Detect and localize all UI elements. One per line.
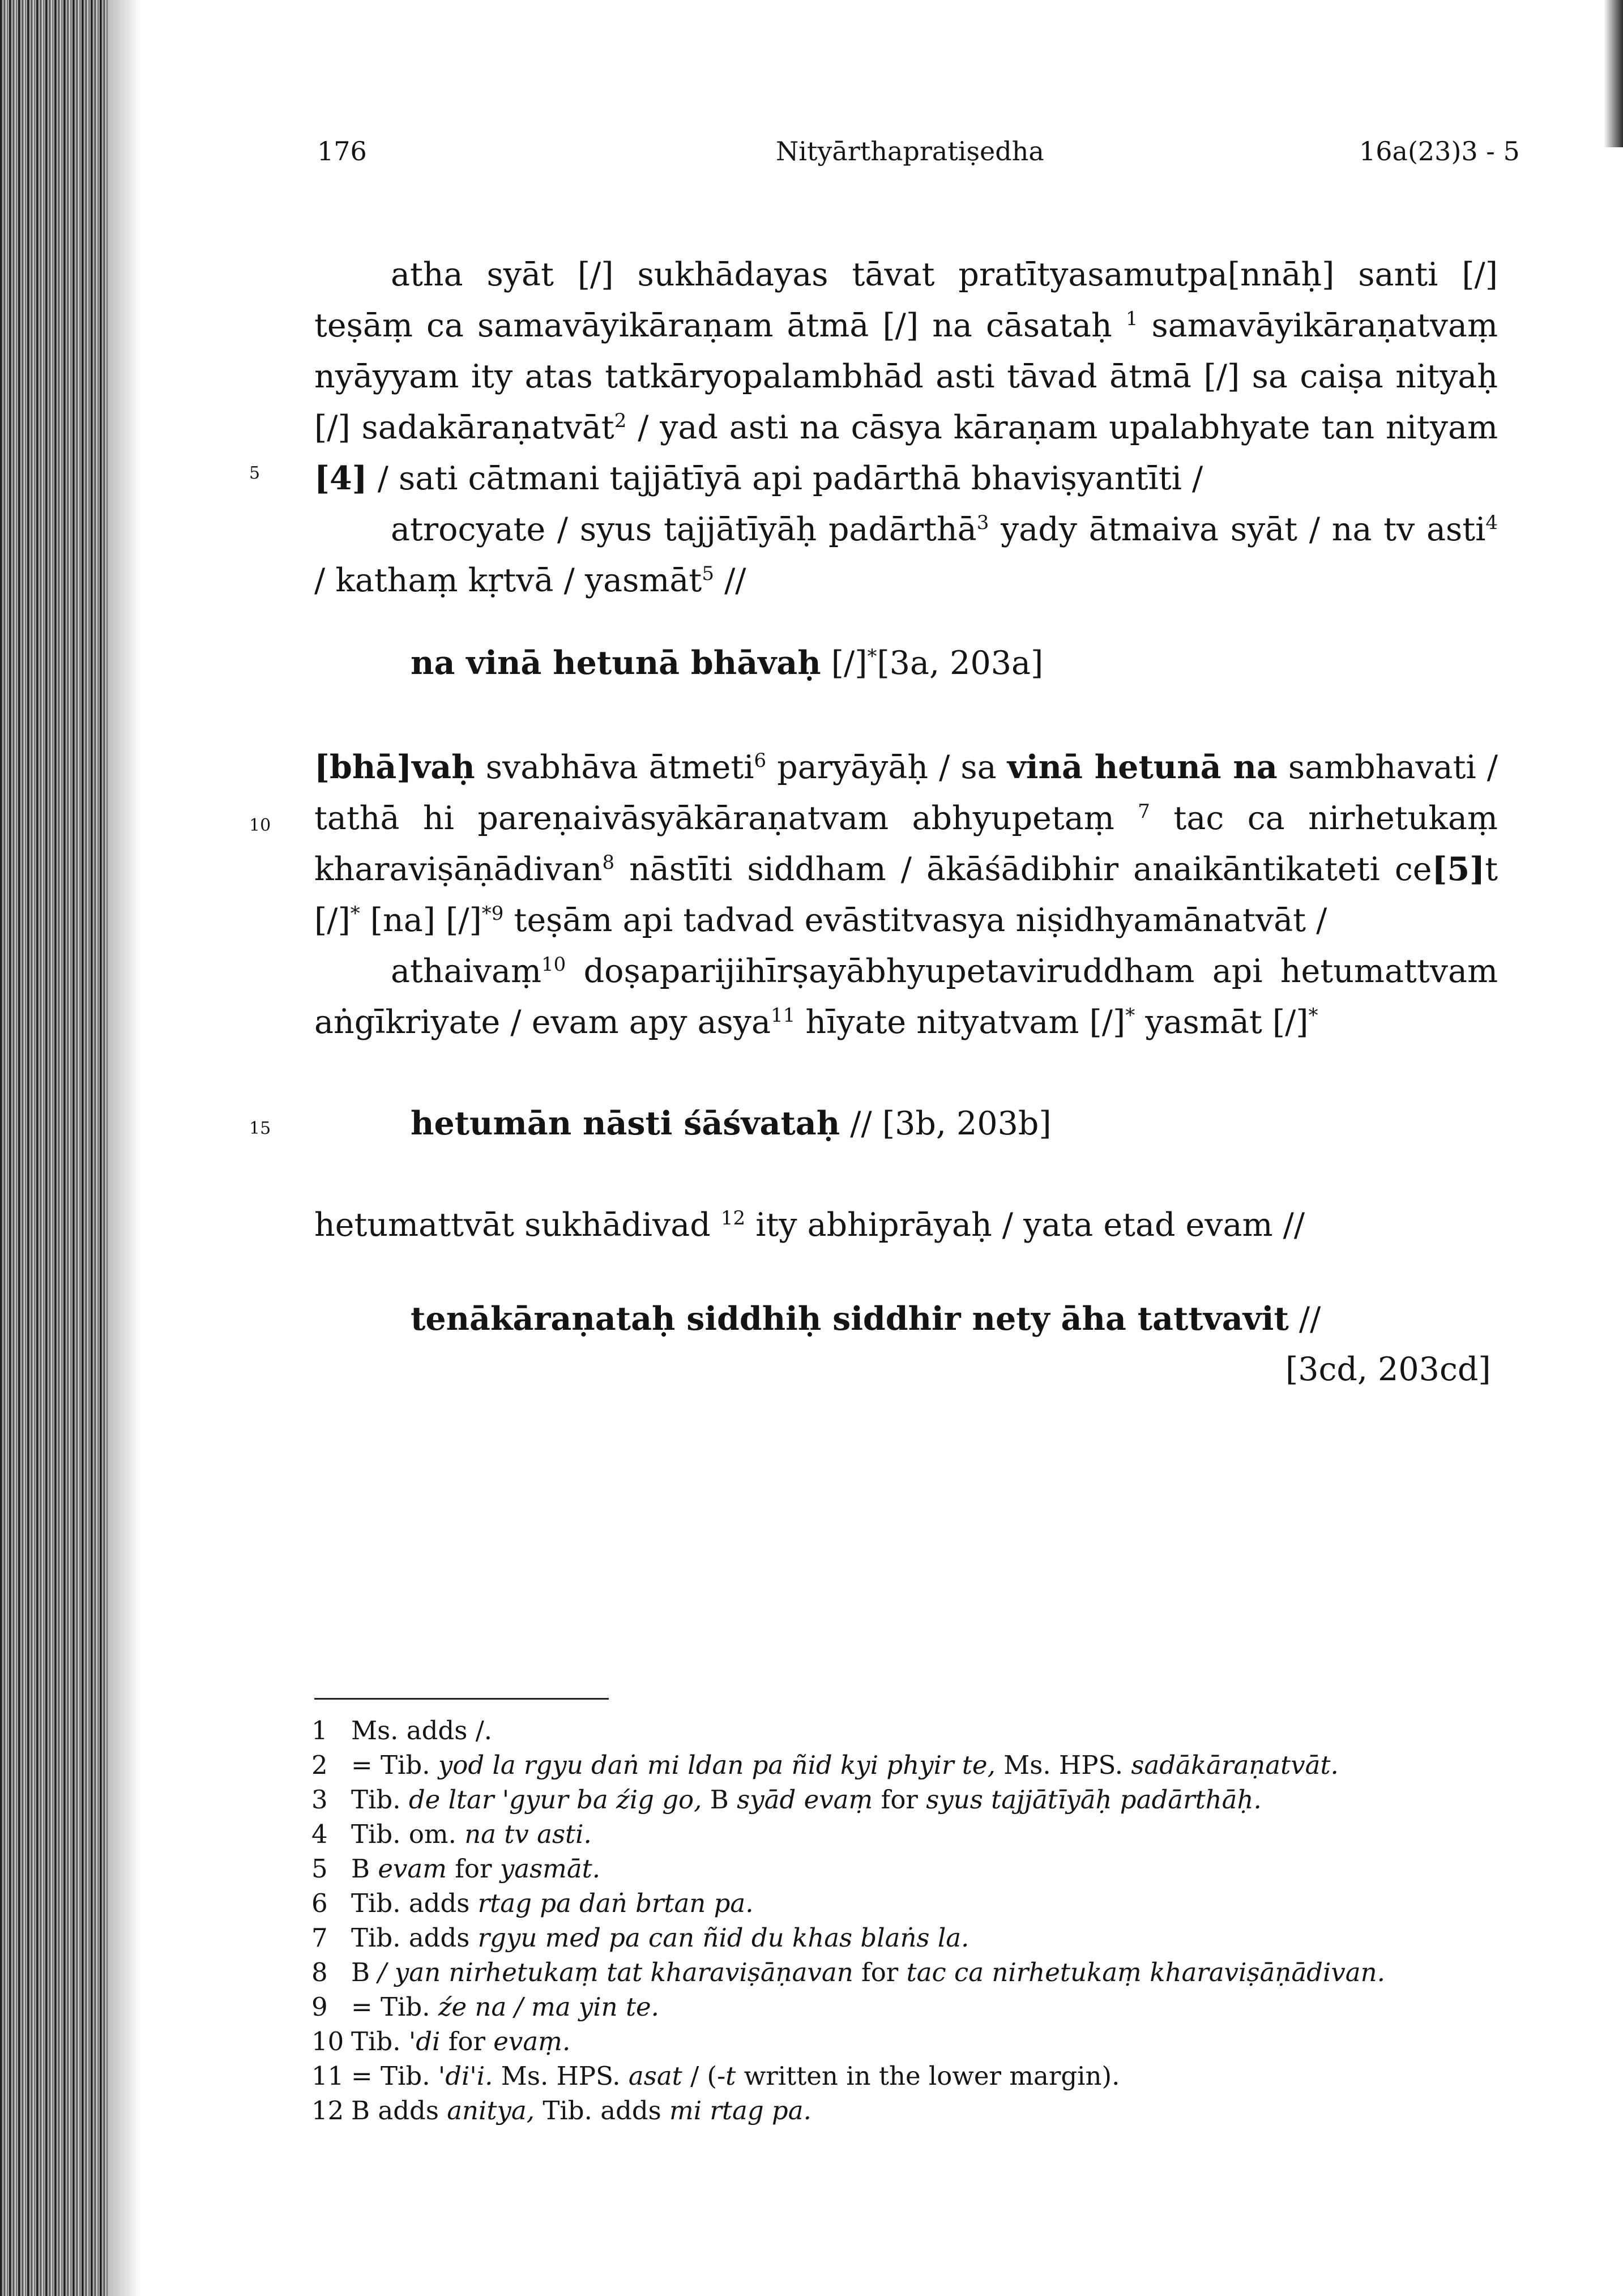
- footnote-item: [311, 1921, 1529, 1955]
- p3-bold-a: [bhā]vaḥ: [314, 748, 475, 786]
- running-title: Nityārthapratiṣedha: [776, 136, 1044, 167]
- footnote-item: [311, 1851, 1529, 1886]
- footnotes: [311, 1713, 1529, 2128]
- footnote-ref-8: 8: [602, 851, 615, 874]
- p3-text-f: t [/]: [314, 851, 1498, 939]
- footnote-item: [311, 1782, 1529, 1817]
- verse-3cd-text: tenākāraṇataḥ siddhiḥ siddhir nety āha tattvavit: [411, 1300, 1289, 1338]
- footnote-item: [311, 1748, 1529, 1782]
- p3-text-a: svabhāva ātmeti: [475, 749, 754, 786]
- verse-3cd: [411, 1300, 1321, 1338]
- footnote-text: Tib.: [351, 1785, 409, 1815]
- footnote-number: 6: [311, 1888, 328, 1918]
- footnote-number: 8: [311, 1957, 328, 1987]
- footnote-text: B adds: [351, 2096, 447, 2126]
- footnote-text: / (-: [682, 2061, 726, 2091]
- footnote-italic: źe na / ma yin te.: [438, 1992, 659, 2022]
- p2-text-a: atrocyate / syus tajjātīyāḥ padārthā: [391, 511, 977, 548]
- p1-text-b: samavāyikāraṇatvaṃ nyāyyam ity atas tatkāryopalambhād asti tāvad ātmā [/] sa caiṣa nityaḥ [/] sadakāraṇatvāt: [314, 307, 1498, 446]
- footnote-number: 5: [311, 1854, 328, 1884]
- footnote-italic: yod la rgyu daṅ mi ldan pa ñid kyi phyir te,: [438, 1750, 996, 1780]
- footnote-text: for: [853, 1957, 907, 1987]
- verse-3b-text: hetumān nāsti śāśvataḥ: [411, 1104, 840, 1142]
- line-number-5: 5: [249, 463, 260, 483]
- paragraph-5: [314, 1200, 1498, 1251]
- book-binding-edge: [0, 0, 108, 2296]
- footnote-number: 1: [311, 1715, 328, 1746]
- footnote-italic: de ltar 'gyur ba źig go,: [408, 1785, 702, 1815]
- paragraph-1: [314, 249, 1498, 606]
- footnote-number: 12: [311, 2096, 344, 2126]
- footnote-item: [311, 1713, 1529, 1748]
- footnote-ref-10: 10: [541, 953, 566, 976]
- footnote-item: [311, 2059, 1529, 2093]
- footnote-italic: rgyu med pa can ñid du khas blaṅs la.: [477, 1923, 969, 1953]
- footnote-italic: / yan nirhetukaṃ tat kharaviṣāṇavan: [378, 1957, 853, 1987]
- paragraph-3: [314, 742, 1498, 1048]
- footnote-text: = Tib.: [351, 1992, 438, 2022]
- p4-star-1: *: [1125, 1004, 1135, 1027]
- footnote-text: B: [702, 1785, 737, 1815]
- footnote-ref-11: 11: [771, 1004, 796, 1027]
- footnote-divider: [314, 1698, 609, 1700]
- footnote-italic: syus tajjātīyāḥ padārthāḥ.: [926, 1785, 1262, 1815]
- footnote-text: for: [446, 1854, 500, 1884]
- line-number-15: 15: [249, 1119, 271, 1138]
- footnote-number: 2: [311, 1750, 328, 1780]
- footnote-text: Tib. adds: [535, 2096, 670, 2126]
- footnote-ref-7: 7: [1138, 800, 1150, 823]
- p3-text-b: paryāyāḥ / sa: [766, 749, 1007, 786]
- footnote-number: 9: [311, 1992, 328, 2022]
- footnote-number: 3: [311, 1785, 328, 1815]
- verse-3cd-sep: //: [1288, 1300, 1321, 1338]
- footnote-italic: na tv asti.: [464, 1819, 592, 1849]
- footnote-italic: syād evaṃ: [737, 1785, 873, 1815]
- footnote-text: Ms. HPS.: [493, 2061, 629, 2091]
- footnote-item: [311, 2093, 1529, 2128]
- p4-text-a: athaivaṃ: [391, 953, 542, 990]
- footnote-italic: evaṃ.: [493, 2026, 571, 2056]
- footnote-text: B: [351, 1854, 378, 1884]
- p5-text-b: ity abhiprāyaḥ / yata etad evam //: [745, 1206, 1305, 1244]
- verse-3a-ref: [3a, 203a]: [877, 645, 1044, 682]
- footnote-number: 7: [311, 1923, 328, 1953]
- footnote-item: [311, 1886, 1529, 1921]
- footnote-text: for: [440, 2026, 494, 2056]
- p3-text-c: sambhavati / tathā hi pareṇaivāsyākāraṇatvam abhyupetaṃ: [314, 749, 1498, 837]
- footnote-ref-3: 3: [976, 511, 989, 534]
- folio-marker-5: [5]: [1432, 850, 1485, 888]
- p4-text-b: doṣaparijihīrṣayābhyupetaviruddham api hetumattvam aṅgīkriyate / evam apy asya: [314, 953, 1498, 1041]
- footnote-list: [311, 1713, 1529, 2128]
- verse-3b-ref: // [3b, 203b]: [840, 1105, 1052, 1142]
- p1-text-c: / yad asti na cāsya kāraṇam upalabhyate tan nityam: [626, 409, 1498, 446]
- footnote-text: written in the lower margin).: [736, 2061, 1120, 2091]
- footnote-text: for: [873, 1785, 926, 1815]
- footnote-ref-6: 6: [754, 749, 767, 772]
- footnote-text: Tib. om.: [351, 1819, 465, 1849]
- p3-star-1: *: [350, 902, 360, 925]
- verse-3a-sep: [/]: [821, 645, 868, 682]
- p4-text-d: yasmāt [/]: [1135, 1004, 1309, 1041]
- page-corner-shadow: [1604, 0, 1623, 147]
- footnote-italic: tac ca nirhetukaṃ kharaviṣāṇādivan.: [906, 1957, 1385, 1987]
- footnote-italic: evam: [378, 1854, 447, 1884]
- footnote-item: [311, 2024, 1529, 2059]
- footnote-text: Ms. HPS.: [995, 1750, 1131, 1780]
- footnote-number: 11: [311, 2061, 344, 2091]
- binding-shadow: [108, 0, 142, 2296]
- footnote-ref-5: 5: [702, 562, 714, 585]
- p5-text-a: hetumattvāt sukhādivad: [314, 1206, 721, 1244]
- footnote-text: Tib.: [351, 2026, 409, 2056]
- verse-3a-text: na vinā hetunā bhāvaḥ: [411, 644, 821, 682]
- footnote-number: 10: [311, 2026, 344, 2056]
- p3-text-h: teṣām api tadvad evāstitvasya niṣidhyamānatvāt /: [503, 902, 1327, 939]
- footnote-italic: t: [725, 2061, 736, 2091]
- p4-star-2: *: [1308, 1004, 1318, 1027]
- footnote-italic: 'di'i.: [438, 2061, 493, 2091]
- footnote-ref-12: 12: [720, 1207, 746, 1230]
- footnote-italic: 'di: [408, 2026, 441, 2056]
- line-number-10: 10: [249, 816, 271, 835]
- footnote-text: B: [351, 1957, 378, 1987]
- footnote-italic: sadākāraṇatvāt.: [1131, 1750, 1339, 1780]
- footnote-ref-4: 4: [1485, 511, 1498, 534]
- p3-text-e: nāstīti siddham / ākāśādibhir anaikāntikateti ce: [614, 851, 1432, 888]
- footnote-number: 4: [311, 1819, 328, 1849]
- footnote-italic: anitya,: [447, 2096, 535, 2126]
- footnote-italic: mi rtag pa.: [669, 2096, 812, 2126]
- section-reference: 16a(23)3 - 5: [1359, 136, 1520, 167]
- p2-text-d: //: [714, 562, 746, 599]
- footnote-item: [311, 1990, 1529, 2024]
- footnote-ref-9: *9: [481, 902, 504, 925]
- page-number: 176: [317, 136, 367, 167]
- verse-3cd-ref: [3cd, 203cd]: [1285, 1351, 1491, 1388]
- footnote-italic: asat: [628, 2061, 682, 2091]
- footnote-ref-1: 1: [1125, 308, 1138, 330]
- p1-text-d: / sati cātmani tajjātīyā api padārthā bhaviṣyantīti /: [367, 460, 1203, 497]
- footnote-text: Tib. adds: [351, 1923, 478, 1953]
- p1-text-a: atha syāt [/] sukhādayas tāvat pratītyasamutpa[nnāḥ] santi [/] teṣāṃ ca samavāyikāraṇam ātmā [/] na cāsataḥ: [314, 256, 1498, 344]
- p3-bold-b: vinā hetunā na: [1007, 748, 1278, 786]
- p2-text-c: / kathaṃ kṛtvā / yasmāt: [314, 562, 702, 599]
- p2-text-b: yady ātmaiva syāt / na tv asti: [989, 511, 1486, 548]
- footnote-text: = Tib.: [351, 1750, 438, 1780]
- p3-text-d: tac ca nirhetukaṃ kharaviṣāṇādivan: [314, 800, 1498, 888]
- footnote-italic: yasmāt.: [499, 1854, 601, 1884]
- folio-marker-4: [4]: [314, 459, 368, 497]
- p3-text-g: [na] [/]: [360, 902, 482, 939]
- footnote-item: [311, 1955, 1529, 1990]
- footnote-text: Tib. adds: [351, 1888, 478, 1918]
- footnote-text: = Tib.: [351, 2061, 438, 2091]
- footnote-ref-2: 2: [614, 409, 627, 432]
- verse-3a-star: *: [867, 645, 877, 668]
- footnote-italic: rtag pa daṅ brtan pa.: [477, 1888, 754, 1918]
- verse-3a: [411, 644, 1043, 682]
- p4-text-c: hīyate nityatvam [/]: [795, 1004, 1126, 1041]
- footnote-text: Ms. adds /.: [351, 1715, 493, 1746]
- footnote-item: [311, 1817, 1529, 1851]
- verse-3b: [411, 1104, 1052, 1142]
